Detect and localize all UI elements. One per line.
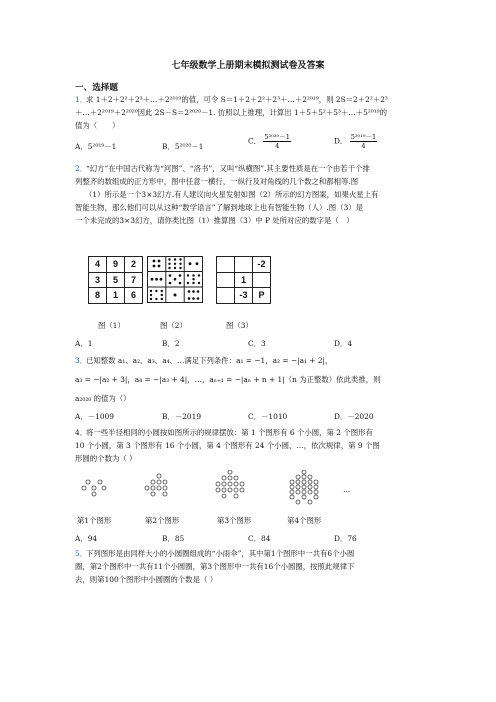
grid3-cell: -2 — [253, 257, 271, 273]
q1-option-c-numerator: 5²⁰²⁰－1 — [264, 133, 290, 141]
q2-line2: 列整齐的数组成的正方形中，图中任意一横行，一纵行及对角线的几个数之和都相等.图 — [75, 177, 359, 186]
q1-option-c — [248, 133, 291, 150]
q2-option-c: C．3 — [248, 339, 266, 348]
q2-option-a: A．1 — [75, 339, 93, 348]
magic-square-2-dots — [147, 256, 203, 303]
q1-option-a: A．5²⁰¹⁹－1 — [75, 142, 117, 151]
pattern-caption-1: 第1个图形 — [77, 516, 112, 525]
q4-option-c: C．84 — [248, 534, 271, 543]
q4-line3: 形圆的个数为（ ） — [75, 454, 137, 463]
grid3-cell — [235, 257, 253, 273]
grid1-cell: 9 — [107, 257, 125, 273]
q5-line1: 下列图形是由同样大小的小圆圈组成的“小雨伞”，其中第1个图形中一共有6个小圆 — [86, 549, 355, 558]
figure-2-caption: 图（2） — [160, 321, 187, 330]
grid1-cell: 1 — [107, 288, 125, 304]
figure-1-caption: 图（1） — [98, 321, 125, 330]
q1-option-b: B．5²⁰²⁰－1 — [162, 142, 204, 151]
q3-option-c: C．－1010 — [248, 412, 288, 421]
figure-3-caption: 图（3） — [226, 321, 253, 330]
q3-option-a: A．－1009 — [75, 412, 114, 421]
q4-option-b: B．85 — [162, 534, 185, 543]
grid3-cell — [253, 272, 271, 288]
q4-line1: 将一些半径相同的小圆按如图所示的规律摆放：第 1 个图形有 6 个小圆，第 2 个图形有 — [86, 428, 373, 437]
q1-line3: 值为（ ） — [75, 121, 120, 130]
grid1-cell: 8 — [89, 288, 107, 304]
q2-number: 2． — [75, 164, 88, 173]
q1-option-d — [334, 133, 377, 150]
q5-line3: 去，则第100个图形中小圆圈的个数是（ ） — [75, 575, 218, 584]
q1-option-d-label: D． — [334, 136, 348, 146]
q4-number: 4． — [75, 428, 88, 437]
q2-line4: 智能生物，那么他们可以从这种“数学语言”了解到地球上也有智能生物（人）.图（3）是 — [75, 203, 364, 212]
grid3-cell — [217, 288, 235, 304]
q1-option-d-numerator: 5²⁰¹⁹－1 — [350, 133, 377, 141]
q4-line2: 10 个小圆，第 3 个图形有 16 个小圆，第 4 个图形有 24 个小圆，…，依次规律，第 9 个图 — [75, 441, 380, 450]
grid1-cell: 4 — [89, 257, 107, 273]
q3-line2: a₃ = −|a₂ + 3|，a₄ = −|a₃ + 4|，…，aₙ₊₁ = −|aₙ + n + 1|（n 为正整数）依此类推，则 — [75, 375, 381, 384]
q1-line1: 求 1＋2＋2²＋2³＋…＋2²⁰¹⁹的值，可令 S＝1＋2＋2²＋2³＋…＋2²⁰¹⁹，则 2S＝2＋2²＋2³ — [86, 95, 388, 104]
q1-line2: ＋…＋2²⁰¹⁹＋2²⁰²⁰因此 2S－S＝2²⁰²⁰－1. 仿照以上推理，计算出 1＋5＋5²＋5³＋…＋5²⁰¹⁹的 — [75, 108, 388, 117]
q1-option-c-fraction — [263, 133, 291, 150]
magic-square-3 — [216, 256, 271, 304]
q2-line5: 一个未完成的3×3幻方，请你类比图（1）推算图（3）中 P 处所对应的数字是（ ） — [75, 216, 354, 225]
grid1-cell: 3 — [89, 272, 107, 288]
page-title: 七年级数学上册期末模拟测试卷及答案 — [171, 61, 325, 71]
q4-option-d: D．76 — [334, 534, 357, 543]
magic-square-1 — [88, 256, 143, 304]
grid1-cell: 7 — [125, 272, 143, 288]
grid3-cell: 1 — [235, 272, 253, 288]
q1-number: 1． — [75, 95, 88, 104]
q2-line3: （1）所示是一个3×3幻方.有人建议向火星发射如图（2）所示的幻方图案，如果火星上有 — [85, 190, 379, 199]
q5-number: 5． — [75, 549, 88, 558]
grid1-cell: 6 — [125, 288, 143, 304]
grid1-cell: 5 — [107, 272, 125, 288]
q1-option-d-denominator: 4 — [361, 142, 366, 150]
circle-pattern-figures — [78, 470, 378, 518]
grid1-cell: 2 — [125, 257, 143, 273]
q3-line1: 已知整数 a₁、a₂、a₃、a₄、…满足下列条件：a₁ = −1，a₂ = −|a₁ + 2|， — [86, 356, 333, 365]
pattern-ellipsis: … — [343, 485, 351, 494]
grid3-cell — [217, 272, 235, 288]
q5-line2: 圈，第2个图形中一共有11个小圆圈，第3个图形中一共有16个小圆圈，按照此规律下 — [75, 562, 355, 571]
q3-option-b: B．－2019 — [162, 412, 202, 421]
q3-number: 3． — [75, 356, 88, 365]
q4-option-a: A．94 — [75, 534, 98, 543]
q3-option-d: D．－2020 — [334, 412, 374, 421]
q2-option-d: D．4 — [334, 339, 353, 348]
q1-option-d-fraction — [350, 133, 378, 150]
q1-option-c-label: C． — [248, 136, 262, 146]
section-heading: 一、选择题 — [75, 83, 118, 93]
grid3-cell — [217, 257, 235, 273]
q1-option-c-denominator: 4 — [275, 142, 280, 150]
pattern-caption-2: 第2个图形 — [145, 516, 180, 525]
q2-line1: “幻方”在中国古代称为“河图”、“洛书”，又叫“纵横图”.其主要性质是在一个由若干个排 — [86, 164, 370, 173]
pattern-caption-3: 第3个图形 — [217, 516, 252, 525]
q2-option-b: B．2 — [162, 339, 180, 348]
q3-line3: a₂₀₂₀ 的值为（） — [75, 394, 131, 403]
pattern-caption-4: 第4个图形 — [287, 516, 322, 525]
grid3-cell: -3 — [235, 288, 253, 304]
grid3-cell: P — [253, 288, 271, 304]
